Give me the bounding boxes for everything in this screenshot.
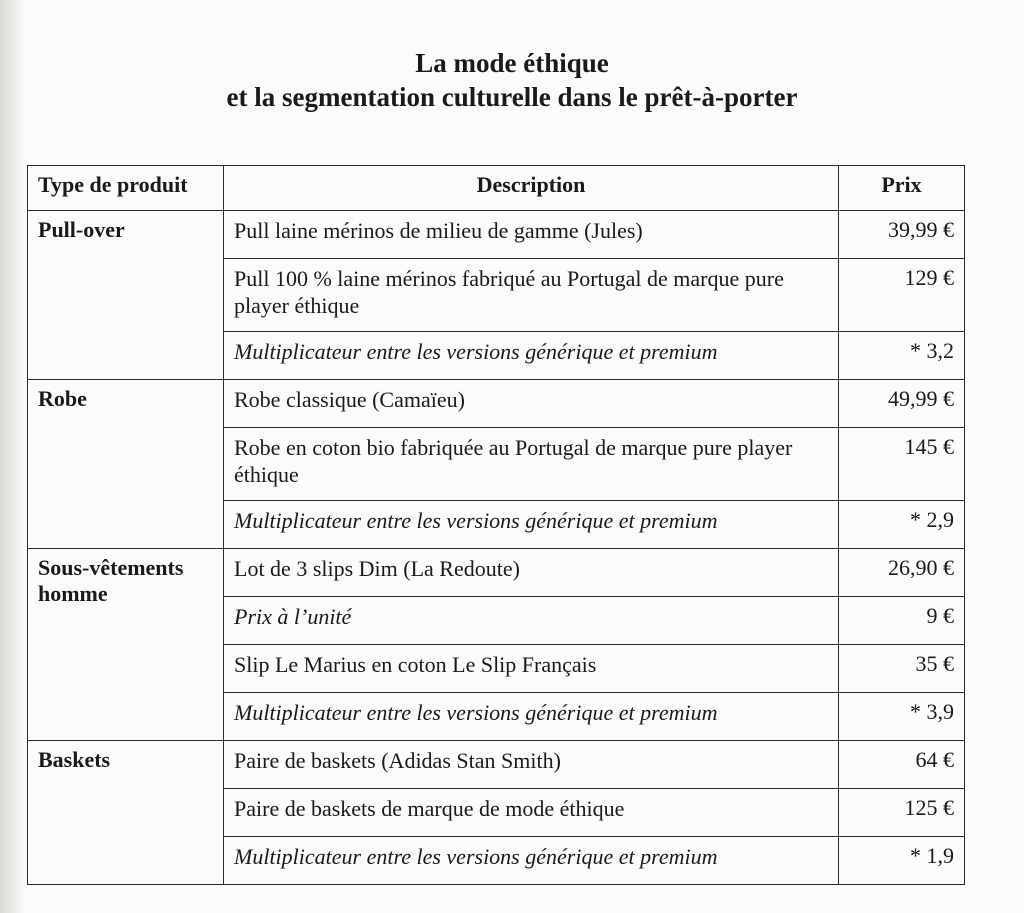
description-cell: Robe classique (Camaïeu) — [224, 380, 839, 428]
unit-price-description-cell: Prix à l’unité — [224, 597, 839, 645]
price-cell: 26,90 € — [839, 549, 965, 597]
multiplier-cell: * 3,9 — [839, 693, 965, 741]
multiplier-cell: * 3,2 — [839, 332, 965, 380]
group-type-cell: Sous-vêtements homme — [28, 549, 224, 741]
table-header-row — [28, 166, 965, 211]
group-type-cell: Pull-over — [28, 211, 224, 380]
price-cell: 39,99 € — [839, 211, 965, 259]
price-cell: 35 € — [839, 645, 965, 693]
price-cell: 64 € — [839, 741, 965, 789]
price-cell: 49,99 € — [839, 380, 965, 428]
description-cell: Paire de baskets de marque de mode éthique — [224, 789, 839, 837]
title-line-2: et la segmentation culturelle dans le prêt-à-porter — [226, 82, 798, 112]
table-row — [28, 549, 965, 597]
description-cell: Pull 100 % laine mérinos fabriqué au Portugal de marque pure player éthique — [224, 259, 839, 332]
pricing-table — [27, 165, 965, 885]
group-type-cell: Baskets — [28, 741, 224, 885]
multiplier-description-cell: Multiplicateur entre les versions générique et premium — [224, 501, 839, 549]
table-row — [28, 741, 965, 789]
page-edge-shadow — [0, 0, 26, 913]
group-type-cell: Robe — [28, 380, 224, 549]
multiplier-description-cell: Multiplicateur entre les versions générique et premium — [224, 837, 839, 885]
page-title — [0, 46, 1024, 114]
price-cell: 145 € — [839, 428, 965, 501]
header-price: Prix — [839, 166, 965, 211]
description-cell: Slip Le Marius en coton Le Slip Français — [224, 645, 839, 693]
multiplier-cell: * 2,9 — [839, 501, 965, 549]
header-type: Type de produit — [28, 166, 224, 211]
price-cell: 129 € — [839, 259, 965, 332]
description-cell: Pull laine mérinos de milieu de gamme (Jules) — [224, 211, 839, 259]
title-line-1: La mode éthique — [415, 48, 609, 78]
description-cell: Paire de baskets (Adidas Stan Smith) — [224, 741, 839, 789]
price-cell: 9 € — [839, 597, 965, 645]
multiplier-description-cell: Multiplicateur entre les versions générique et premium — [224, 693, 839, 741]
table-row — [28, 380, 965, 428]
description-cell: Robe en coton bio fabriquée au Portugal de marque pure player éthique — [224, 428, 839, 501]
price-cell: 125 € — [839, 789, 965, 837]
description-cell: Lot de 3 slips Dim (La Redoute) — [224, 549, 839, 597]
table-row — [28, 211, 965, 259]
header-description: Description — [224, 166, 839, 211]
multiplier-cell: * 1,9 — [839, 837, 965, 885]
multiplier-description-cell: Multiplicateur entre les versions générique et premium — [224, 332, 839, 380]
